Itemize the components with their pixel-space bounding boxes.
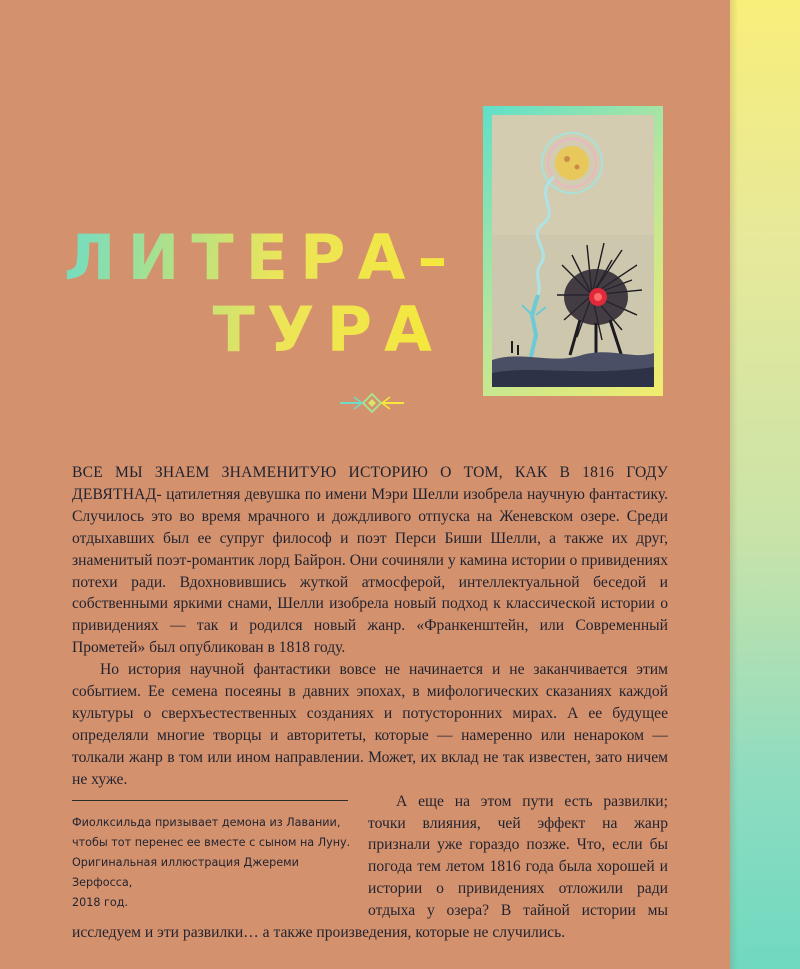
title-line-1: ЛИТЕРА– [64, 221, 461, 294]
illustration-frame [483, 106, 663, 396]
paragraph-1-text: цатилетняя девушка по имени Мэри Шелли изобрела научную фантастику. Случилось это во время мрачного и дождливого отпуска на Женевском озере. Среди отдыхавших был ее супруг философ и поэт Перси Биши Шелли, а также их друг, знаменитый поэт-романтик лорд Байрон. Они сочиняли у камина истории о привидениях потехи ради. Вдохновившись жуткой атмосферой, интеллектуальной беседой и собственными яркими снами, Шелли изобрела новый подход к классической истории о привидениях — так и родился новый жанр. «Франкенштейн, или Современный Прометей» был опубликован в 1818 году. [72, 485, 669, 657]
section-title [64, 221, 461, 366]
caption-line-3: Оригинальная иллюстрация Джереми Зерфосса, [72, 856, 299, 889]
paragraph-1-lead: ВСЕ МЫ ЗНАЕМ ЗНАМЕНИТУЮ ИСТОРИЮ О ТОМ, КАК В 1816 ГОДУ ДЕВЯТНАД- [72, 464, 668, 503]
illustration-caption [72, 813, 352, 913]
illustration-demon-moon-icon [492, 115, 654, 387]
paragraph-1 [72, 462, 668, 659]
caption-line-2: чтобы тот перенес ее вместе с сыном на Луну. [72, 836, 351, 849]
title-line-2: ТУРА [212, 293, 444, 366]
paragraph-3-text: А еще на этом пути есть развилки; точки влияния, чей эффект на жанр признали уже гораздо позже. Что, если бы погода тем летом 1816 года была хорошей и истории о привидениях отложили ради отдыха у озера? В тайной истории мы исследуем и эти развилки… а также произведения, которые не случились. [72, 792, 668, 942]
page-edge-gradient [730, 0, 800, 969]
divider-ornament-icon [340, 392, 404, 414]
caption-line-4: 2018 год. [72, 896, 129, 909]
caption-rule [72, 800, 348, 801]
caption-line-1: Фиолксильда призывает демона из Лавании, [72, 816, 341, 829]
paragraph-2: Но история научной фантастики вовсе не начинается и не заканчивается этим событием. Ее семена посеяны в давних эпохах, в мифологических сказаниях каждой культуры о сверхъестественных созданиях и потусторонних мирах. А ее будущее определяли многие творцы и авторитеты, которые — намеренно или ненароком — толкали жанр в том или ином направлении. Может, их вклад не так известен, зато ничем не хуже. [72, 661, 668, 788]
